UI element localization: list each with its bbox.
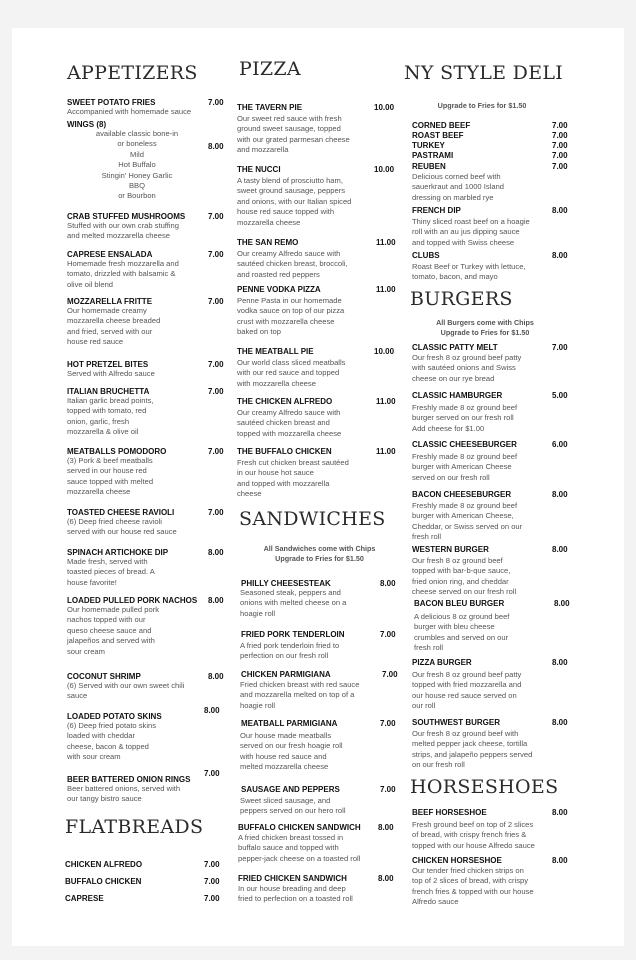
menu-item-price: 10.00 (374, 165, 395, 174)
sandwiches-note: All Sandwiches come with Chips Upgrade to Fries for $1.50 (263, 544, 376, 563)
burgers-heading: BURGERS (410, 288, 513, 310)
menu-item-price: 8.00 (552, 856, 568, 865)
menu-item-name: CAPRESE (65, 894, 104, 903)
flatbreads-heading: FLATBREADS (65, 816, 204, 838)
menu-item-name: WESTERN BURGER (412, 545, 489, 554)
menu-item-price: 7.00 (208, 212, 224, 221)
menu-item-desc: Our sweet red sauce with fresh ground sweet sausage, topped with our grated parmesan cheese and mozzarella (237, 114, 350, 155)
menu-item-price: 7.00 (552, 343, 568, 352)
menu-item-price: 7.00 (208, 297, 224, 306)
menu-item-desc: Fried chicken breast with red sauce and mozzarella melted on top of a hoagie roll (240, 680, 360, 710)
menu-item-price: 8.00 (552, 658, 568, 667)
menu-item-name: BACON BLEU BURGER (414, 599, 505, 608)
menu-item-name: CORNED BEEF (412, 121, 471, 130)
menu-item-name: SWEET POTATO FRIES (67, 98, 156, 107)
menu-item-desc: Delicious corned beef with sauerkraut and 1000 Island dressing on marbled rye (412, 172, 505, 202)
menu-item-name: ITALIAN BRUCHETTA (67, 387, 150, 396)
menu-item-name: PIZZA BURGER (412, 658, 472, 667)
menu-item-name: ROAST BEEF (412, 131, 464, 140)
menu-item-desc: Freshly made 8 oz ground beef burger with American Cheese served on our fresh roll (412, 452, 518, 482)
menu-page (12, 28, 624, 946)
menu-item-price: 8.00 (552, 545, 568, 554)
menu-item-name: BUFFALO CHICKEN (65, 877, 142, 886)
menu-item-name: THE SAN REMO (237, 238, 299, 247)
menu-item-name: MEATBALLS POMODORO (67, 447, 167, 456)
menu-item-desc: Our creamy Alfredo sauce with sautéed chicken breast, broccoli, and roasted red peppers (237, 249, 348, 279)
menu-item-name: FRIED CHICKEN SANDWICH (238, 874, 347, 883)
menu-item-name: PENNE VODKA PIZZA (237, 285, 321, 294)
menu-item-desc: Our creamy Alfredo sauce with sautéed chicken breast and topped with mozzarella cheese (237, 408, 342, 438)
menu-item-price: 8.00 (378, 874, 394, 883)
menu-item-name: CAPRESE ENSALADA (67, 250, 153, 259)
menu-item-name: THE MEATBALL PIE (237, 347, 314, 356)
menu-item-price: 8.00 (208, 142, 224, 151)
menu-item-name: CHICKEN PARMIGIANA (241, 670, 331, 679)
menu-item-price: 11.00 (376, 397, 396, 406)
menu-item-name: REUBEN (412, 162, 446, 171)
menu-item-desc: Beer battered onions, served with our tangy bistro sauce (67, 784, 181, 804)
menu-item-price: 7.00 (380, 785, 396, 794)
menu-item-name: BUFFALO CHICKEN SANDWICH (238, 823, 361, 832)
menu-item-name: CLASSIC PATTY MELT (412, 343, 498, 352)
menu-item-price: 7.00 (208, 447, 224, 456)
menu-item-desc: A fried chicken breast tossed in buffalo sauce and topped with pepper-jack cheese on a toasted roll (238, 833, 361, 863)
menu-item-price: 7.00 (204, 894, 220, 903)
menu-item-price: 5.00 (552, 391, 568, 400)
menu-item-name: CRAB STUFFED MUSHROOMS (67, 212, 186, 221)
menu-item-price: 8.00 (552, 490, 568, 499)
menu-item-desc: Roast Beef or Turkey with lettuce, tomato, bacon, and mayo (412, 262, 526, 282)
menu-item-desc: A delicious 8 oz ground beef burger with bleu cheese crumbles and served on our fresh roll (414, 612, 510, 653)
menu-item-price: 8.00 (204, 706, 220, 715)
menu-item-name: PHILLY CHEESESTEAK (241, 579, 331, 588)
menu-item-price: 8.00 (552, 808, 568, 817)
menu-item-desc: Seasoned steak, peppers and onions with melted cheese on a hoagie roll (240, 588, 347, 618)
menu-item-price: 7.00 (208, 250, 224, 259)
menu-item-price: 8.00 (208, 548, 224, 557)
burgers-note: All Burgers come with Chips Upgrade to Fries for $1.50 (436, 318, 534, 337)
menu-item-desc: Our house made meatballs served on our fresh hoagie roll with house red sauce and melted mozzarella cheese (240, 731, 343, 772)
menu-item-name: TOASTED CHEESE RAVIOLI (67, 508, 175, 517)
menu-item-name: MOZZARELLA FRITTE (67, 297, 153, 306)
menu-item-name: CLASSIC CHEESEBURGER (412, 440, 517, 449)
menu-item-name: SOUTHWEST BURGER (412, 718, 500, 727)
menu-item-price: 8.00 (378, 823, 394, 832)
menu-item-price: 7.00 (552, 141, 568, 150)
menu-item-price: 7.00 (380, 630, 396, 639)
menu-item-name: THE NUCCI (237, 165, 281, 174)
menu-item-desc: Thiny sliced roast beef on a hoagie roll with an au jus dipping sauce and topped with Swiss cheese (412, 217, 530, 247)
menu-item-desc: A fried pork tenderloin fried to perfection on our fresh roll (240, 641, 340, 661)
menu-item-price: 11.00 (376, 447, 396, 456)
menu-item-name: SPINACH ARTICHOKE DIP (67, 548, 169, 557)
menu-item-price: 7.00 (208, 360, 224, 369)
menu-item-price: 7.00 (380, 719, 396, 728)
menu-item-name: THE BUFFALO CHICKEN (237, 447, 332, 456)
wings-flavors: available classic bone-in or boneless Mild Hot Buffalo Stingin' Honey Garlic BBQ or Bourbon (95, 129, 179, 201)
menu-item-desc: A tasty blend of prosciutto ham, sweet ground sausage, peppers and onions, with our Italian spiced house red sauce topped with mozzarella cheese (237, 176, 352, 227)
menu-item-name: MEATBALL PARMIGIANA (241, 719, 338, 728)
menu-item-desc: Freshly made 8 oz ground beef burger with American Cheese, Cheddar, or Swiss served on our fresh roll (412, 501, 523, 542)
menu-item-price: 8.00 (554, 599, 570, 608)
menu-item-desc: Our tender fried chicken strips on top of 2 slices of bread, with crispy french fries & topped with our house Alfredo sauce (412, 866, 534, 907)
menu-item-name: CHICKEN HORSESHOE (412, 856, 502, 865)
menu-item-price: 8.00 (208, 672, 224, 681)
menu-item-price: 7.00 (208, 508, 224, 517)
menu-item-desc: Our fresh 8 oz ground beef with melted pepper jack cheese, tortilla strips, and jalapeño peppers served on our fresh roll (412, 729, 533, 770)
pizza-heading: PIZZA (239, 58, 301, 80)
menu-item-price: 7.00 (552, 131, 568, 140)
menu-item-price: 10.00 (374, 103, 395, 112)
menu-item-name: WINGS (8) (67, 120, 107, 129)
menu-item-name: FRENCH DIP (412, 206, 461, 215)
menu-item-price: 7.00 (204, 860, 220, 869)
deli-heading: NY STYLE DELI (404, 62, 564, 84)
menu-item-price: 11.00 (376, 238, 396, 247)
menu-item-name: BACON CHEESEBURGER (412, 490, 512, 499)
menu-item-price: 7.00 (204, 877, 220, 886)
menu-item-desc: Fresh ground beef on top of 2 slices of bread, with crispy french fries & topped with our house Alfredo sauce (412, 820, 535, 850)
menu-item-name: SAUSAGE AND PEPPERS (241, 785, 340, 794)
menu-item-name: HOT PRETZEL BITES (67, 360, 149, 369)
menu-item-price: 10.00 (374, 347, 395, 356)
menu-item-name: BEER BATTERED ONION RINGS (67, 775, 191, 784)
menu-item-desc: Accompanied with homemade sauce (67, 107, 192, 116)
menu-item-desc: Our fresh 8 oz ground beef patty topped with fried mozzarella and our house red sauce served on our roll (412, 670, 522, 711)
menu-item-name: CLUBS (412, 251, 440, 260)
menu-item-price: 7.00 (552, 151, 568, 160)
menu-item-name: TURKEY (412, 141, 445, 150)
menu-item-name: CHICKEN ALFREDO (65, 860, 143, 869)
menu-item-desc: In our house breading and deep fried to perfection on a toasted roll (238, 884, 353, 904)
menu-item-price: 8.00 (552, 718, 568, 727)
menu-item-desc: Italian garlic bread points, topped with tomato, red onion, garlic, fresh mozzarella & olive oil (67, 396, 154, 437)
menu-item-price: 7.00 (382, 670, 398, 679)
sandwiches-heading: SANDWICHES (239, 508, 386, 530)
menu-item-desc: Our world class sliced meatballs with our red sauce and topped with mozzarella cheese (237, 358, 346, 388)
menu-item-desc: Our fresh 8 oz ground beef topped with bar-b-que sauce, fried onion ring, and cheddar cheese served on our fresh roll (412, 556, 517, 597)
menu-item-name: LOADED PULLED PORK NACHOS (67, 596, 198, 605)
menu-item-desc: (3) Pork & beef meatballs served in our house red sauce topped with melted mozzarella cheese (67, 456, 154, 497)
menu-item-price: 7.00 (552, 162, 568, 171)
menu-item-desc: Sweet sliced sausage, and peppers served on our hero roll (240, 796, 346, 816)
menu-item-name: COCONUT SHRIMP (67, 672, 141, 681)
menu-item-desc: Fresh cut chicken breast sautéed in our house hot sauce and topped with mozzarella cheese (237, 458, 349, 499)
menu-item-price: 8.00 (380, 579, 396, 588)
menu-item-price: 11.00 (376, 285, 396, 294)
menu-item-desc: Our homemade pulled pork nachos topped with our queso cheese sauce and jalapeños and served with sour cream (67, 605, 160, 656)
menu-item-price: 8.00 (208, 596, 224, 605)
menu-item-price: 7.00 (208, 98, 224, 107)
menu-item-desc: Penne Pasta in our homemade vodka sauce on top of our pizza crust with mozzarella cheese baked on top (237, 296, 345, 337)
menu-item-price: 6.00 (552, 440, 568, 449)
menu-item-name: BEEF HORSESHOE (412, 808, 487, 817)
menu-item-price: 7.00 (204, 769, 220, 778)
deli-note: Upgrade to Fries for $1.50 (437, 101, 527, 110)
menu-item-desc: Served with Alfredo sauce (67, 369, 155, 378)
menu-item-desc: Homemade fresh mozzarella and tomato, drizzled with balsamic & olive oil blend (67, 259, 179, 289)
menu-item-desc: Our fresh 8 oz ground beef patty with sautéed onions and Swiss cheese on our rye bread (412, 353, 522, 383)
menu-item-desc: Our homemade creamy mozzarella cheese breaded and fried, served with our house red sauce (67, 306, 161, 347)
menu-item-name: LOADED POTATO SKINS (67, 712, 162, 721)
menu-item-name: THE TAVERN PIE (237, 103, 303, 112)
menu-item-name: FRIED PORK TENDERLOIN (241, 630, 345, 639)
horseshoes-heading: HORSESHOES (410, 776, 559, 798)
menu-item-name: CLASSIC HAMBURGER (412, 391, 503, 400)
menu-item-price: 8.00 (552, 251, 568, 260)
menu-item-price: 7.00 (552, 121, 568, 130)
menu-item-name: THE CHICKEN ALFREDO (237, 397, 333, 406)
menu-item-price: 7.00 (208, 387, 224, 396)
menu-item-desc: (6) Deep fried potato skins loaded with cheddar cheese, bacon & topped with sour cream (67, 721, 157, 762)
menu-item-desc: (6) Deep fried cheese ravioli served with our house red sauce (67, 517, 177, 537)
appetizers-heading: APPETIZERS (67, 62, 198, 84)
menu-item-name: PASTRAMI (412, 151, 454, 160)
menu-item-desc: Freshly made 8 oz ground beef burger served on our fresh roll Add cheese for $1.00 (412, 403, 518, 433)
menu-item-desc: (6) Served with our own sweet chili sauce (67, 681, 185, 701)
menu-item-desc: Stuffed with our own crab stuffing and melted mozzarella cheese (67, 221, 180, 241)
menu-item-desc: Made fresh, served with toasted pieces of bread. A house favorite! (67, 557, 155, 587)
menu-item-price: 8.00 (552, 206, 568, 215)
